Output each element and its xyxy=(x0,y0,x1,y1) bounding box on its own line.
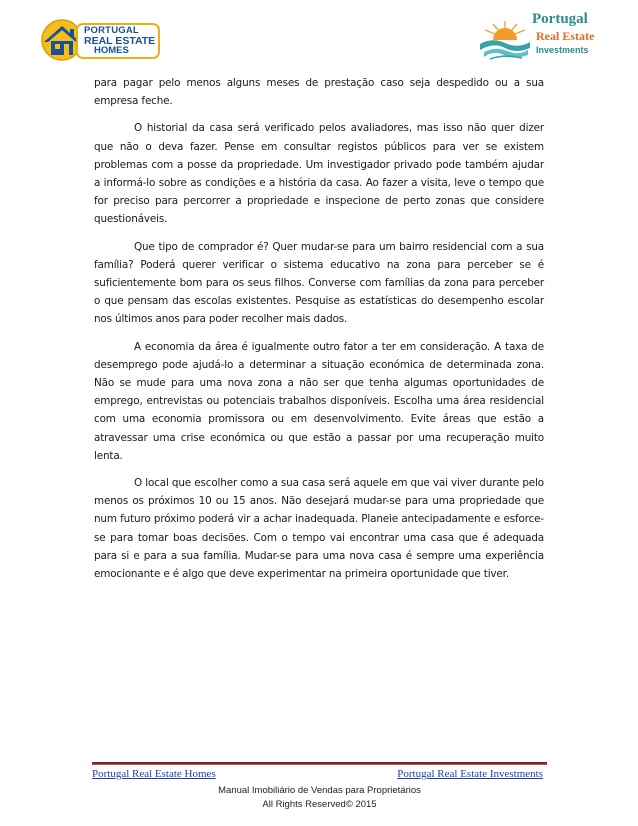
portugal-real-estate-homes-logo xyxy=(40,16,162,64)
footer-link-investments[interactable]: Portugal Real Estate Investments xyxy=(397,768,543,780)
logo-line-portugal: Portugal xyxy=(532,11,588,27)
document-body xyxy=(94,74,544,592)
logo-line-real-estate: Real Estate xyxy=(536,29,595,43)
paragraph-buyer-type: Que tipo de comprador é? Quer mudar-se para um bairro residencial com a sua família? Poderá querer verificar o sistema educativo na zona para perceber se é suficientemente bom para os seus filhos. Converse com famílias da zona para perceber o que pensam das escolas existentes. Pesquise as estatísticas do desempenho escolar nos últimos anos para poder recolher mais dados. xyxy=(94,240,544,326)
logo-line-homes: HOMES xyxy=(94,45,129,56)
portugal-real-estate-investments-logo xyxy=(476,12,604,64)
logo-wordmark xyxy=(76,23,160,59)
logo-wordmark-right xyxy=(532,12,594,55)
paragraph-area-economy: A economia da área é igualmente outro fator a ter em consideração. A taxa de desemprego pode ajudá-lo a determinar a situação económica de determinada zona. Não se mude para uma nova zona a não ser que tenha algumas oportunidades de emprego, entrevistas ou potenciais trabalhos disponíveis. Escolha uma área residencial com uma economia promissora ou em desenvolvimento. Evite áreas que estão a atravessar uma crise económica ou que estão a passar por uma recuperação muito lenta. xyxy=(94,340,544,462)
paragraph-house-history: O historial da casa será verificado pelos avaliadores, mas isso não quer dizer que não o deva fazer. Pense em consultar registos públicos para ver se existem problemas com a posse da propriedade. Um investigador privado pode também ajudar a informá-lo sobre as condições e a história da casa. Ao fazer a visita, leve o tempo que for preciso para percorrer a propriedade e inspecione de perto zonas que considere questionáveis. xyxy=(94,122,544,226)
logo-line-investments: Investments xyxy=(536,45,589,55)
sun-wave-icon xyxy=(476,18,534,62)
footer-copyright: All Rights Reserved© 2015 xyxy=(262,798,377,810)
paragraph-location-choice: O local que escolher como a sua casa será aquele em que vai viver durante pelo menos os próximos 10 ou 15 anos. Não desejará mudar-se para uma propriedade que num futuro próximo poderá vir a achar inadequada. Planeie antecipadamente e esforce-se para tomar boas decisões. Com o tempo vai encontrar uma casa que é adequada para si e para a sua família. Mudar-se para uma nova casa é sempre uma experiência emocionante e é algo que deve experimentar na primeira oportunidade que tiver. xyxy=(94,477,544,581)
footer-caption xyxy=(92,784,547,811)
footer-divider xyxy=(92,762,547,765)
paragraph-continuation: para pagar pelo menos alguns meses de prestação caso seja despedido ou a sua empresa feche. xyxy=(94,77,544,108)
logo-line-real-estate: REAL ESTATE xyxy=(84,34,156,47)
footer-link-homes[interactable]: Portugal Real Estate Homes xyxy=(92,768,216,780)
footer-subtitle: Manual Imobiliário de Vendas para Proprietários xyxy=(218,785,421,796)
footer-links xyxy=(92,768,547,782)
logo-line-portugal: PORTUGAL xyxy=(84,25,139,36)
